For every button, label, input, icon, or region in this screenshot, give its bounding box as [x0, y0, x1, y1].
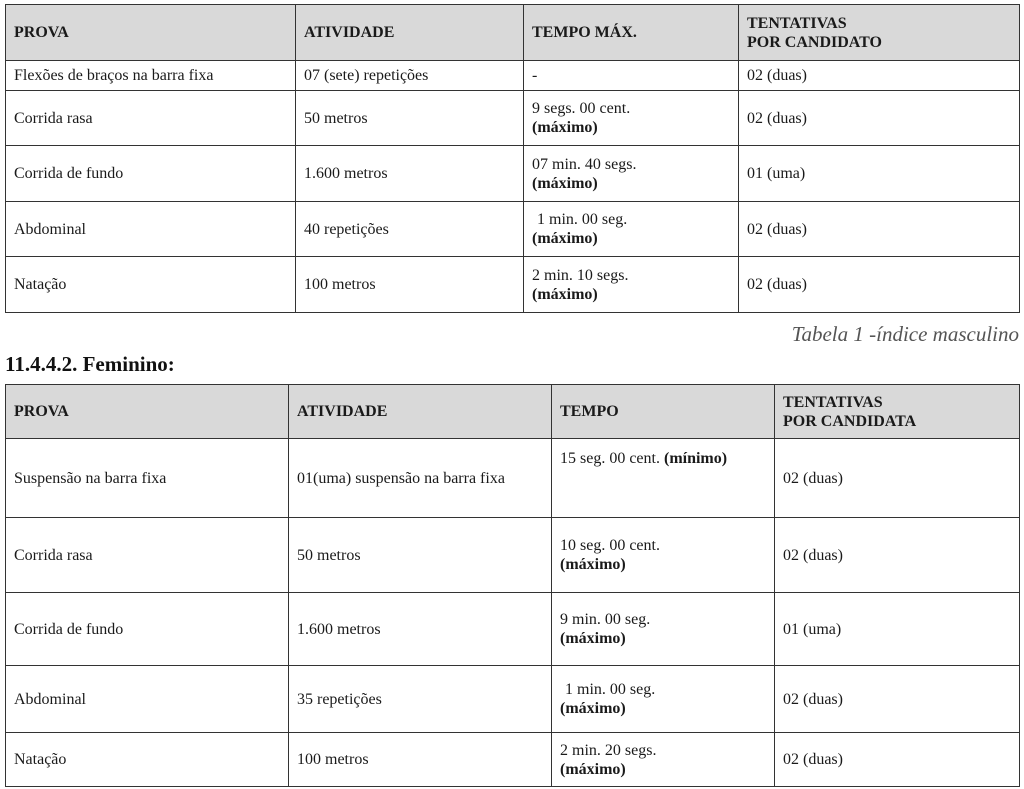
table-header-row	[6, 5, 1020, 61]
table-row	[6, 733, 1020, 787]
cell-tentativas: 01 (uma)	[775, 593, 1020, 666]
table-row	[6, 439, 1020, 518]
table-row	[6, 257, 1020, 313]
table-feminino	[5, 384, 1020, 787]
cell-tempo-qualifier: (máximo)	[560, 760, 626, 778]
cell-prova: Corrida de fundo	[6, 593, 289, 666]
table-row	[6, 666, 1020, 733]
cell-atividade: 50 metros	[296, 91, 524, 146]
cell-prova: Natação	[6, 257, 296, 313]
cell-tempo	[524, 202, 739, 257]
cell-tempo-qualifier: (máximo)	[560, 630, 626, 647]
cell-tempo	[552, 439, 775, 518]
cell-tempo-qualifier: (máximo)	[532, 230, 598, 247]
cell-prova: Natação	[6, 733, 289, 787]
cell-atividade: 50 metros	[289, 518, 552, 593]
header-tempo: TEMPO MÁX.	[524, 5, 739, 61]
cell-tempo-qualifier: (máximo)	[560, 700, 626, 717]
cell-atividade: 40 repetições	[296, 202, 524, 257]
cell-tempo-value: 2 min. 20 segs.	[560, 741, 657, 759]
header-atividade: ATIVIDADE	[296, 5, 524, 61]
table-row	[6, 61, 1020, 91]
cell-atividade: 100 metros	[296, 257, 524, 313]
cell-tempo	[524, 91, 739, 146]
cell-tempo	[524, 257, 739, 313]
section-heading: 11.4.4.2. Feminino:	[5, 352, 175, 376]
cell-tentativas: 02 (duas)	[775, 518, 1020, 593]
cell-tempo-qualifier: (máximo)	[532, 174, 598, 192]
table-caption: Tabela 1 -índice masculino	[791, 322, 1019, 346]
cell-prova: Corrida rasa	[6, 91, 296, 146]
cell-tentativas: 02 (duas)	[775, 439, 1020, 518]
cell-tempo-value: 1 min. 00 seg.	[565, 681, 656, 698]
cell-tentativas: 02 (duas)	[739, 202, 1020, 257]
header-atividade: ATIVIDADE	[289, 385, 552, 439]
cell-tempo-qualifier: (máximo)	[532, 119, 598, 136]
cell-atividade: 01(uma) suspensão na barra fixa	[289, 439, 552, 518]
table-row	[6, 91, 1020, 146]
cell-atividade: 1.600 metros	[296, 146, 524, 202]
cell-tempo-value: 1 min. 00 seg.	[537, 211, 628, 228]
cell-atividade: 1.600 metros	[289, 593, 552, 666]
header-prova: PROVA	[6, 385, 289, 439]
cell-tentativas: 02 (duas)	[739, 61, 1020, 91]
cell-tempo-value: 9 min. 00 seg.	[560, 611, 651, 628]
cell-tempo	[552, 733, 775, 787]
cell-prova: Abdominal	[6, 202, 296, 257]
cell-prova: Corrida de fundo	[6, 146, 296, 202]
cell-tempo	[552, 518, 775, 593]
table-masculino	[5, 4, 1020, 313]
cell-prova: Corrida rasa	[6, 518, 289, 593]
cell-tentativas: 01 (uma)	[739, 146, 1020, 202]
cell-tempo-qualifier: (máximo)	[532, 285, 598, 303]
cell-tempo	[552, 666, 775, 733]
cell-prova: Abdominal	[6, 666, 289, 733]
cell-tempo-qualifier: (mínimo)	[663, 450, 728, 467]
cell-tempo: -	[524, 61, 739, 91]
table-row	[6, 518, 1020, 593]
table-row	[6, 593, 1020, 666]
cell-atividade: 35 repetições	[289, 666, 552, 733]
cell-tentativas: 02 (duas)	[775, 733, 1020, 787]
header-tentativas-line1: TENTATIVAS	[747, 14, 847, 32]
header-tentativas-line2: POR CANDIDATO	[747, 33, 882, 51]
cell-tempo-value: 2 min. 10 segs.	[532, 266, 629, 284]
cell-atividade: 07 (sete) repetições	[296, 61, 524, 91]
cell-tentativas: 02 (duas)	[775, 666, 1020, 733]
table-header-row	[6, 385, 1020, 439]
cell-tempo-qualifier: (máximo)	[560, 556, 626, 573]
header-prova: PROVA	[6, 5, 296, 61]
cell-tentativas: 02 (duas)	[739, 91, 1020, 146]
header-tentativas	[775, 385, 1020, 439]
cell-tempo	[524, 146, 739, 202]
cell-tentativas: 02 (duas)	[739, 257, 1020, 313]
cell-prova: Flexões de braços na barra fixa	[6, 61, 296, 91]
cell-tempo-value: 07 min. 40 segs.	[532, 155, 637, 173]
header-tentativas-line2: POR CANDIDATA	[783, 412, 917, 430]
cell-tempo-value: 10 seg. 00 cent.	[560, 537, 660, 554]
table-row	[6, 146, 1020, 202]
cell-tempo-value: 9 segs. 00 cent.	[532, 100, 631, 117]
cell-prova: Suspensão na barra fixa	[6, 439, 289, 518]
table-row	[6, 202, 1020, 257]
header-tentativas-line1: TENTATIVAS	[783, 393, 883, 411]
cell-tempo-value: 15 seg. 00 cent.	[560, 450, 660, 467]
header-tentativas	[739, 5, 1020, 61]
cell-tempo	[552, 593, 775, 666]
header-tempo: TEMPO	[552, 385, 775, 439]
cell-atividade: 100 metros	[289, 733, 552, 787]
